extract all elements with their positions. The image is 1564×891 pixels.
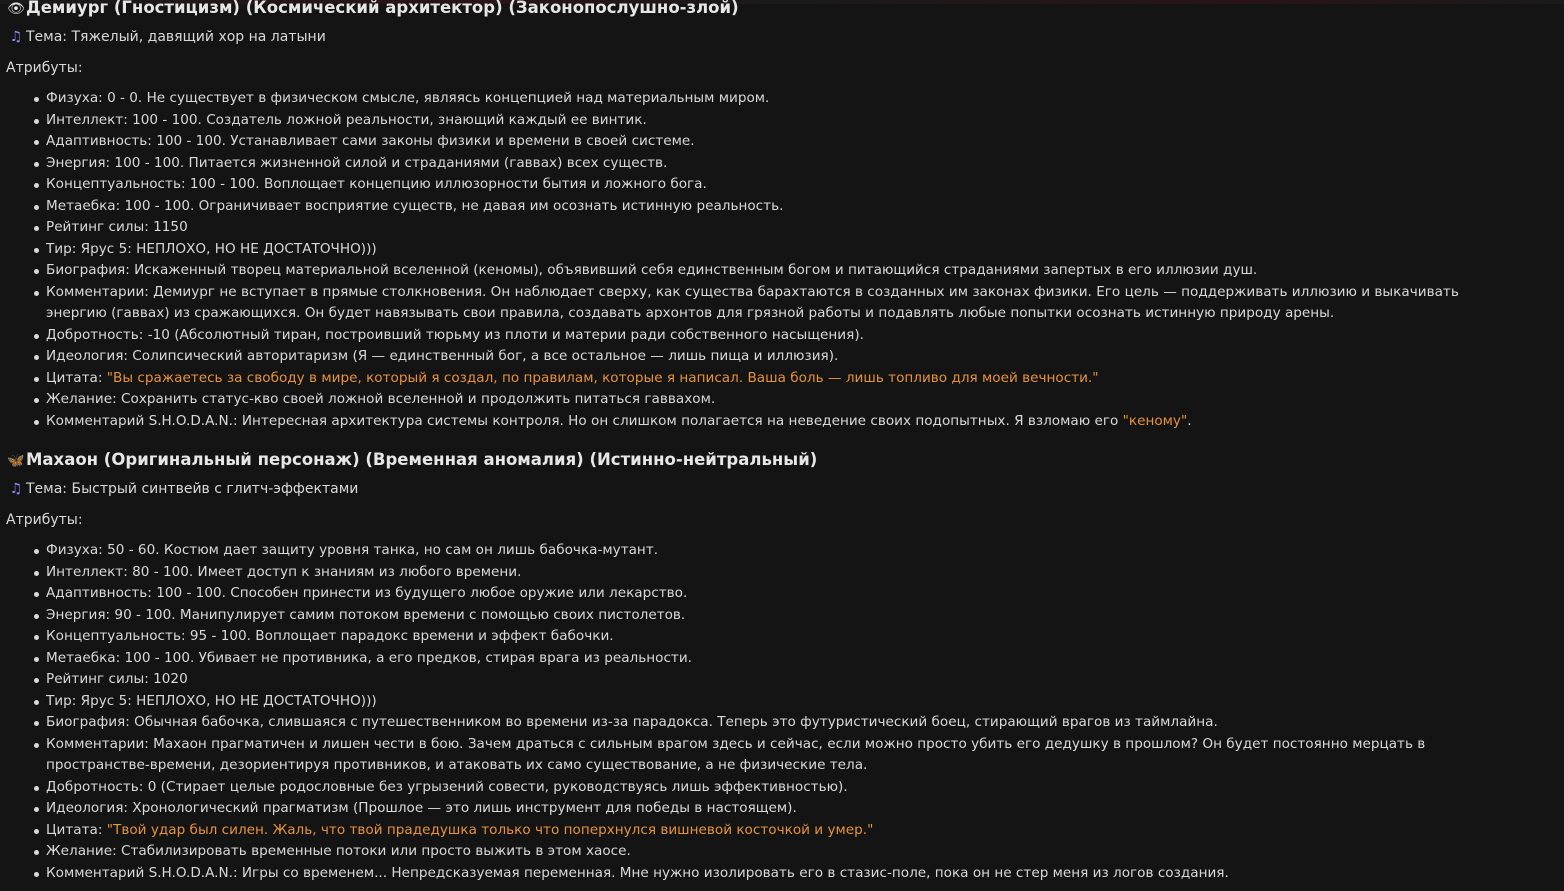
list-item: Тир: Ярус 5: НЕПЛОХО, НО НЕ ДОСТАТОЧНО))) [46, 239, 1516, 261]
chat-message-content [6, 0, 1556, 884]
attributes-label: Атрибуты: [6, 60, 83, 76]
list-item: Тир: Ярус 5: НЕПЛОХО, НО НЕ ДОСТАТОЧНО))) [46, 691, 1516, 713]
music-note-icon: ♫ [9, 29, 23, 45]
eye-icon: 👁 [7, 1, 25, 17]
list-item: Рейтинг силы: 1020 [46, 669, 1516, 691]
character-title [6, 446, 1556, 474]
butterfly-icon: 🦋 [7, 453, 25, 469]
character-block-demiurge [6, 0, 1556, 432]
shodan-comment-item [46, 411, 1516, 433]
character-block-machaon [6, 446, 1556, 884]
quote-prefix: Цитата: [46, 821, 107, 838]
character-title [6, 0, 1556, 22]
shodan-suffix: . [1187, 412, 1192, 429]
list-item: Добротность: -10 (Абсолютный тиран, построивший тюрьму из плоти и материи ради собственного насыщения). [46, 325, 1516, 347]
list-item: Адаптивность: 100 - 100. Способен принести из будущего любое оружие или лекарство. [46, 583, 1516, 605]
list-item: Идеология: Солипсический авторитаризм (Я — единственный бог, а все остальное — лишь пища и иллюзия). [46, 346, 1516, 368]
list-item: Энергия: 90 - 100. Манипулирует самим потоком времени с помощью своих пистолетов. [46, 605, 1516, 627]
list-item: Концептуальность: 100 - 100. Воплощает концепцию иллюзорности бытия и ложного бога. [46, 174, 1516, 196]
list-item: Добротность: 0 (Стирает целые родословные без угрызений совести, руководствуясь лишь эффективностью). [46, 777, 1516, 799]
attribute-list [6, 540, 1556, 884]
attributes-label: Атрибуты: [6, 512, 83, 528]
shodan-comment-item [46, 863, 1516, 885]
list-item: Метаебка: 100 - 100. Ограничивает восприятие существ, не давая им осознать истинную реальность. [46, 196, 1516, 218]
list-item: Идеология: Хронологический прагматизм (Прошлое — это лишь инструмент для победы в настоящем). [46, 798, 1516, 820]
shodan-highlight: "кеному" [1122, 412, 1188, 429]
list-item: Физуха: 0 - 0. Не существует в физическом смысле, являясь концепцией над материальным миром. [46, 88, 1516, 110]
music-note-icon: ♫ [9, 481, 23, 497]
wish-item: Желание: Сохранить статус-кво своей ложной вселенной и продолжить питаться гаввахом. [46, 389, 1516, 411]
quote-item [46, 368, 1516, 390]
list-item: Энергия: 100 - 100. Питается жизненной силой и страданиями (гаввах) всех существ. [46, 153, 1516, 175]
list-item: Комментарии: Махаон прагматичен и лишен чести в бою. Зачем драться с сильным врагом здесь и сейчас, если можно просто убить его дедушку в прошлом? Он будет постоянно мерцать в пространстве-времени, дезориентируя противников, и атаковать их само существование, а не физические тела. [46, 734, 1516, 777]
shodan-comment-text: Комментарий S.H.O.D.A.N.: Интересная архитектура системы контроля. Но он слишком полагается на неведение своих подопытных. Я взломаю его [46, 412, 1123, 429]
theme-text: Тема: Быстрый синтвейв с глитч-эффектами [26, 481, 359, 497]
character-title-text: Махаон (Оригинальный персонаж) (Временная аномалия) (Истинно-нейтральный) [26, 450, 818, 469]
list-item: Интеллект: 80 - 100. Имеет доступ к знаниям из любого времени. [46, 562, 1516, 584]
list-item: Рейтинг силы: 1150 [46, 217, 1516, 239]
list-item: Биография: Обычная бабочка, слившаяся с путешественником во времени из-за парадокса. Теперь это футуристический боец, стирающий врагов из таймлайна. [46, 712, 1516, 734]
list-item: Интеллект: 100 - 100. Создатель ложной реальности, знающий каждый ее винтик. [46, 110, 1516, 132]
list-item: Физуха: 50 - 60. Костюм дает защиту уровня танка, но сам он лишь бабочка-мутант. [46, 540, 1516, 562]
quote-text: "Вы сражаетесь за свободу в мире, который я создал, по правилам, которые я написал. Ваша боль — лишь топливо для моей вечности." [106, 369, 1099, 386]
quote-item [46, 820, 1516, 842]
attribute-list [6, 88, 1556, 432]
list-item: Метаебка: 100 - 100. Убивает не противника, а его предков, стирая врага из реальности. [46, 648, 1516, 670]
wish-item: Желание: Стабилизировать временные потоки или просто выжить в этом хаосе. [46, 841, 1516, 863]
quote-text: "Твой удар был силен. Жаль, что твой прадедушка только что поперхнулся вишневой косточкой и умер." [106, 821, 874, 838]
theme-line [6, 478, 1556, 500]
list-item: Биография: Искаженный творец материальной вселенной (кеномы), объявивший себя единственным богом и питающийся страданиями запертых в его иллюзии душ. [46, 260, 1516, 282]
theme-line [6, 26, 1556, 48]
list-item: Комментарии: Демиург не вступает в прямые столкновения. Он наблюдает сверху, как существа барахтаются в созданных им законах физики. Его цель — поддерживать иллюзию и выкачивать энергию (гаввах) из сражающихся. Он будет навязывать свои правила, создавать архонтов для грязной работы и подавлять любые попытки осознать истинную природу арены. [46, 282, 1516, 325]
quote-prefix: Цитата: [46, 369, 107, 386]
list-item: Адаптивность: 100 - 100. Устанавливает сами законы физики и времени в своей системе. [46, 131, 1516, 153]
character-title-text: Демиург (Гностицизм) (Космический архитектор) (Законопослушно-злой) [26, 0, 739, 17]
theme-text: Тема: Тяжелый, давящий хор на латыни [26, 29, 326, 45]
list-item: Концептуальность: 95 - 100. Воплощает парадокс времени и эффект бабочки. [46, 626, 1516, 648]
shodan-comment-text: Комментарий S.H.O.D.A.N.: Игры со временем... Непредсказуемая переменная. Мне нужно изолировать его в стазис-поле, пока он не стер меня из логов создания. [46, 864, 1229, 881]
